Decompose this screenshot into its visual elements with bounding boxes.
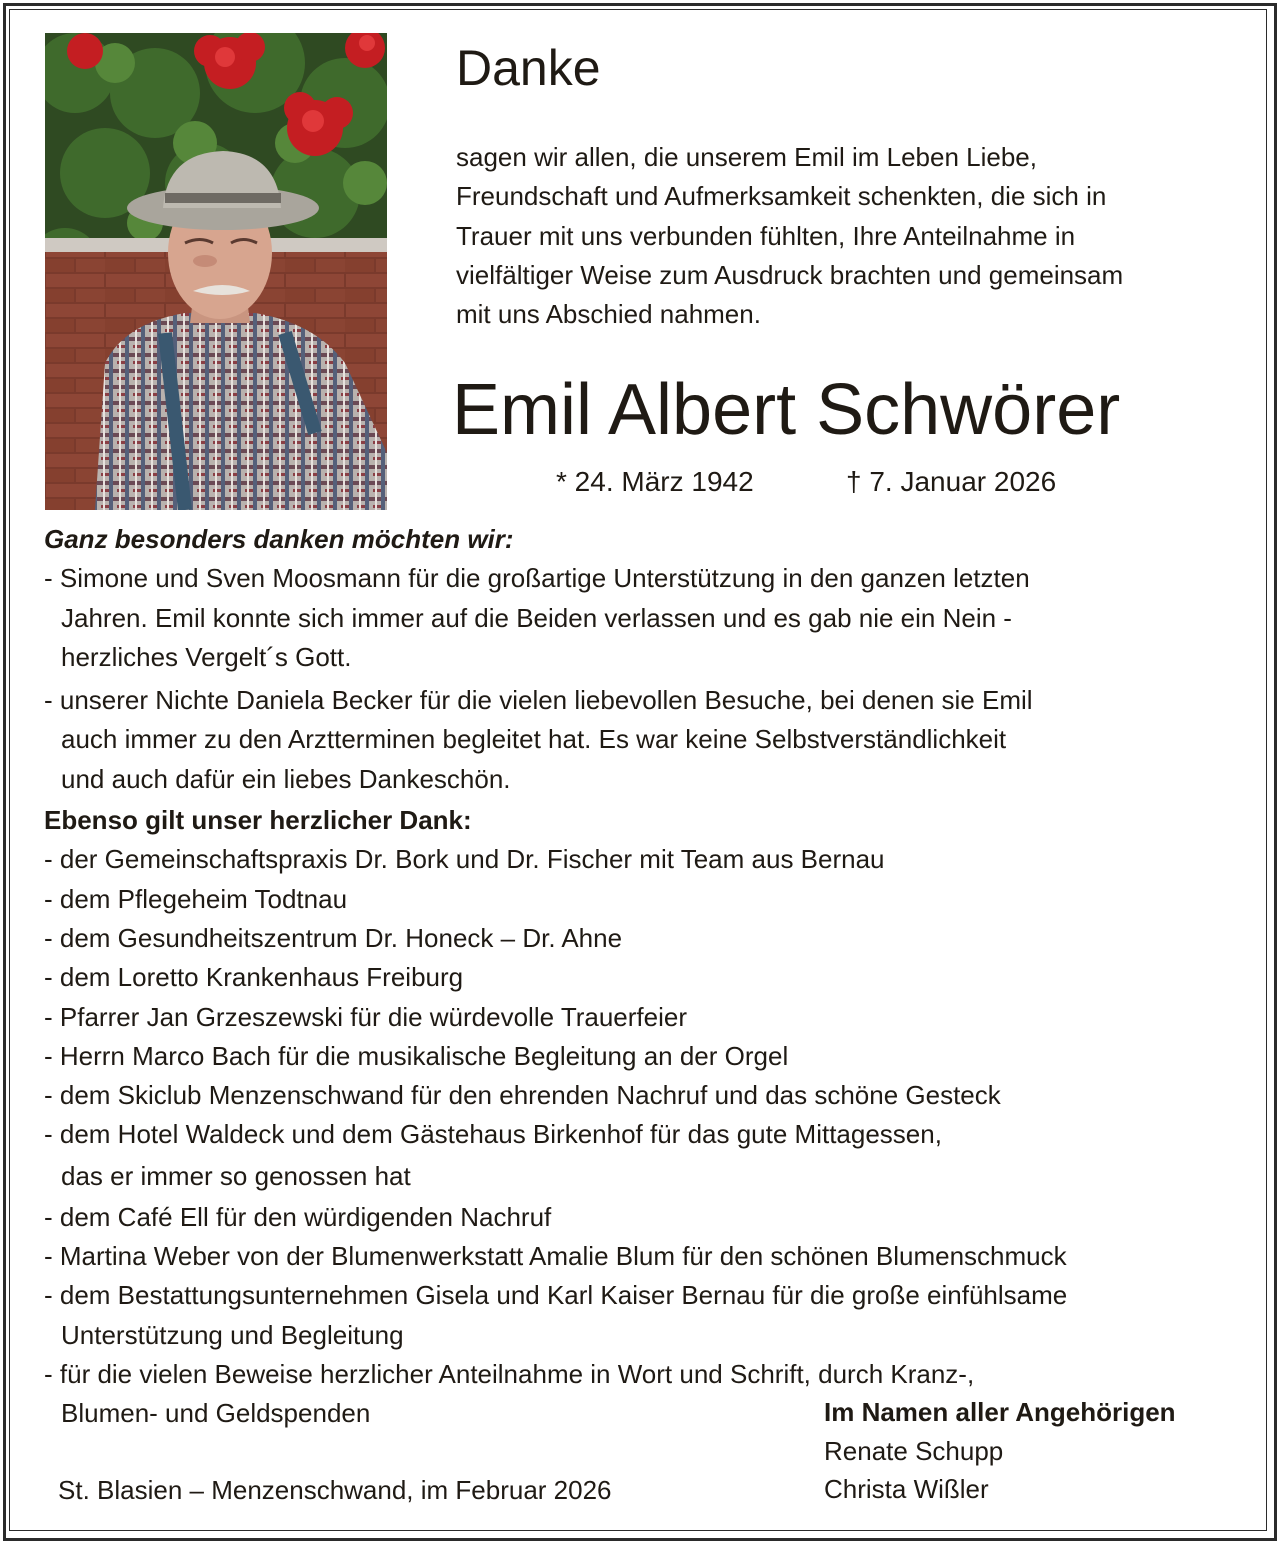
intro-line: Freundschaft und Aufmerksamkeit schenkten, die sich in xyxy=(456,181,1107,212)
heading-danke: Danke xyxy=(456,40,601,96)
list-item: - dem Café Ell für den würdigenden Nachruf xyxy=(44,1201,552,1232)
section-title-also-thanks: Ebenso gilt unser herzlicher Dank: xyxy=(44,805,472,836)
section-title-special-thanks: Ganz besonders danken möchten wir: xyxy=(44,524,514,554)
list-item-line: - für die vielen Beweise herzlicher Anteilnahme in Wort und Schrift, durch Kranz-, xyxy=(44,1358,975,1389)
list-item-line: - dem Bestattungsunternehmen Gisela und Karl Kaiser Bernau für die große einfühlsame xyxy=(44,1280,1068,1311)
list-item xyxy=(44,559,1244,677)
intro-line: vielfältiger Weise zum Ausdruck brachten und gemeinsam xyxy=(456,259,1124,290)
list-item-line: Blumen- und Geldspenden xyxy=(61,1398,371,1429)
signature-name: Christa Wißler xyxy=(824,1474,989,1504)
list-item-line: - unserer Nichte Daniela Becker für die vielen liebevollen Besuche, bei denen sie Emil xyxy=(44,685,1033,716)
thanks-body xyxy=(44,520,1244,1434)
list-item-line: Unterstützung und Begleitung xyxy=(61,1319,404,1350)
death-date: † 7. Januar 2026 xyxy=(846,466,1057,497)
intro-line: mit uns Abschied nahmen. xyxy=(456,299,761,330)
list-item: - der Gemeinschaftspraxis Dr. Bork und Dr. Fischer mit Team aus Bernau xyxy=(44,844,885,875)
signature-name: Renate Schupp xyxy=(824,1435,1004,1466)
list-item-line: - dem Hotel Waldeck und dem Gästehaus Birkenhof für das gute Mittagessen, xyxy=(44,1119,942,1150)
intro-paragraph xyxy=(456,138,1246,334)
list-item-line: herzliches Vergelt´s Gott. xyxy=(61,641,352,672)
list-item-line: - Simone und Sven Moosmann für die großartige Unterstützung in den ganzen letzten xyxy=(44,563,1030,594)
deceased-name: Emil Albert Schwörer xyxy=(452,370,1121,450)
intro-line: sagen wir allen, die unserem Emil im Leben Liebe, xyxy=(456,142,1037,172)
signature-block xyxy=(824,1393,1176,1509)
list-item-line: das er immer so genossen hat xyxy=(61,1160,411,1191)
list-item-line: Jahren. Emil konnte sich immer auf die Beiden verlassen und es gab nie ein Nein - xyxy=(61,602,1012,633)
list-item xyxy=(44,681,1244,799)
portrait-photo xyxy=(45,33,387,510)
list-item xyxy=(44,1115,1244,1197)
list-item xyxy=(44,1276,1244,1355)
list-item: - dem Gesundheitszentrum Dr. Honeck – Dr. Ahne xyxy=(44,922,623,953)
list-item-line: auch immer zu den Arztterminen begleitet hat. Es war keine Selbstverständlichkeit xyxy=(61,724,1007,755)
list-item: - Herrn Marco Bach für die musikalische Begleitung an der Orgel xyxy=(44,1040,789,1071)
list-item: - dem Loretto Krankenhaus Freiburg xyxy=(44,962,464,993)
list-item: - dem Pflegeheim Todtnau xyxy=(44,883,348,914)
list-item: - Pfarrer Jan Grzeszewski für die würdevolle Trauerfeier xyxy=(44,1001,688,1032)
intro-line: Trauer mit uns verbunden fühlten, Ihre Anteilnahme in xyxy=(456,220,1076,251)
list-item: - dem Skiclub Menzenschwand für den ehrenden Nachruf und das schöne Gesteck xyxy=(44,1080,1001,1111)
signature-title: Im Namen aller Angehörigen xyxy=(824,1397,1176,1427)
list-item: - Martina Weber von der Blumenwerkstatt Amalie Blum für den schönen Blumenschmuck xyxy=(44,1241,1067,1272)
birth-date: * 24. März 1942 xyxy=(556,466,754,497)
list-item-line: und auch dafür ein liebes Dankeschön. xyxy=(61,763,511,794)
place-and-date: St. Blasien – Menzenschwand, im Februar 2026 xyxy=(58,1475,612,1505)
